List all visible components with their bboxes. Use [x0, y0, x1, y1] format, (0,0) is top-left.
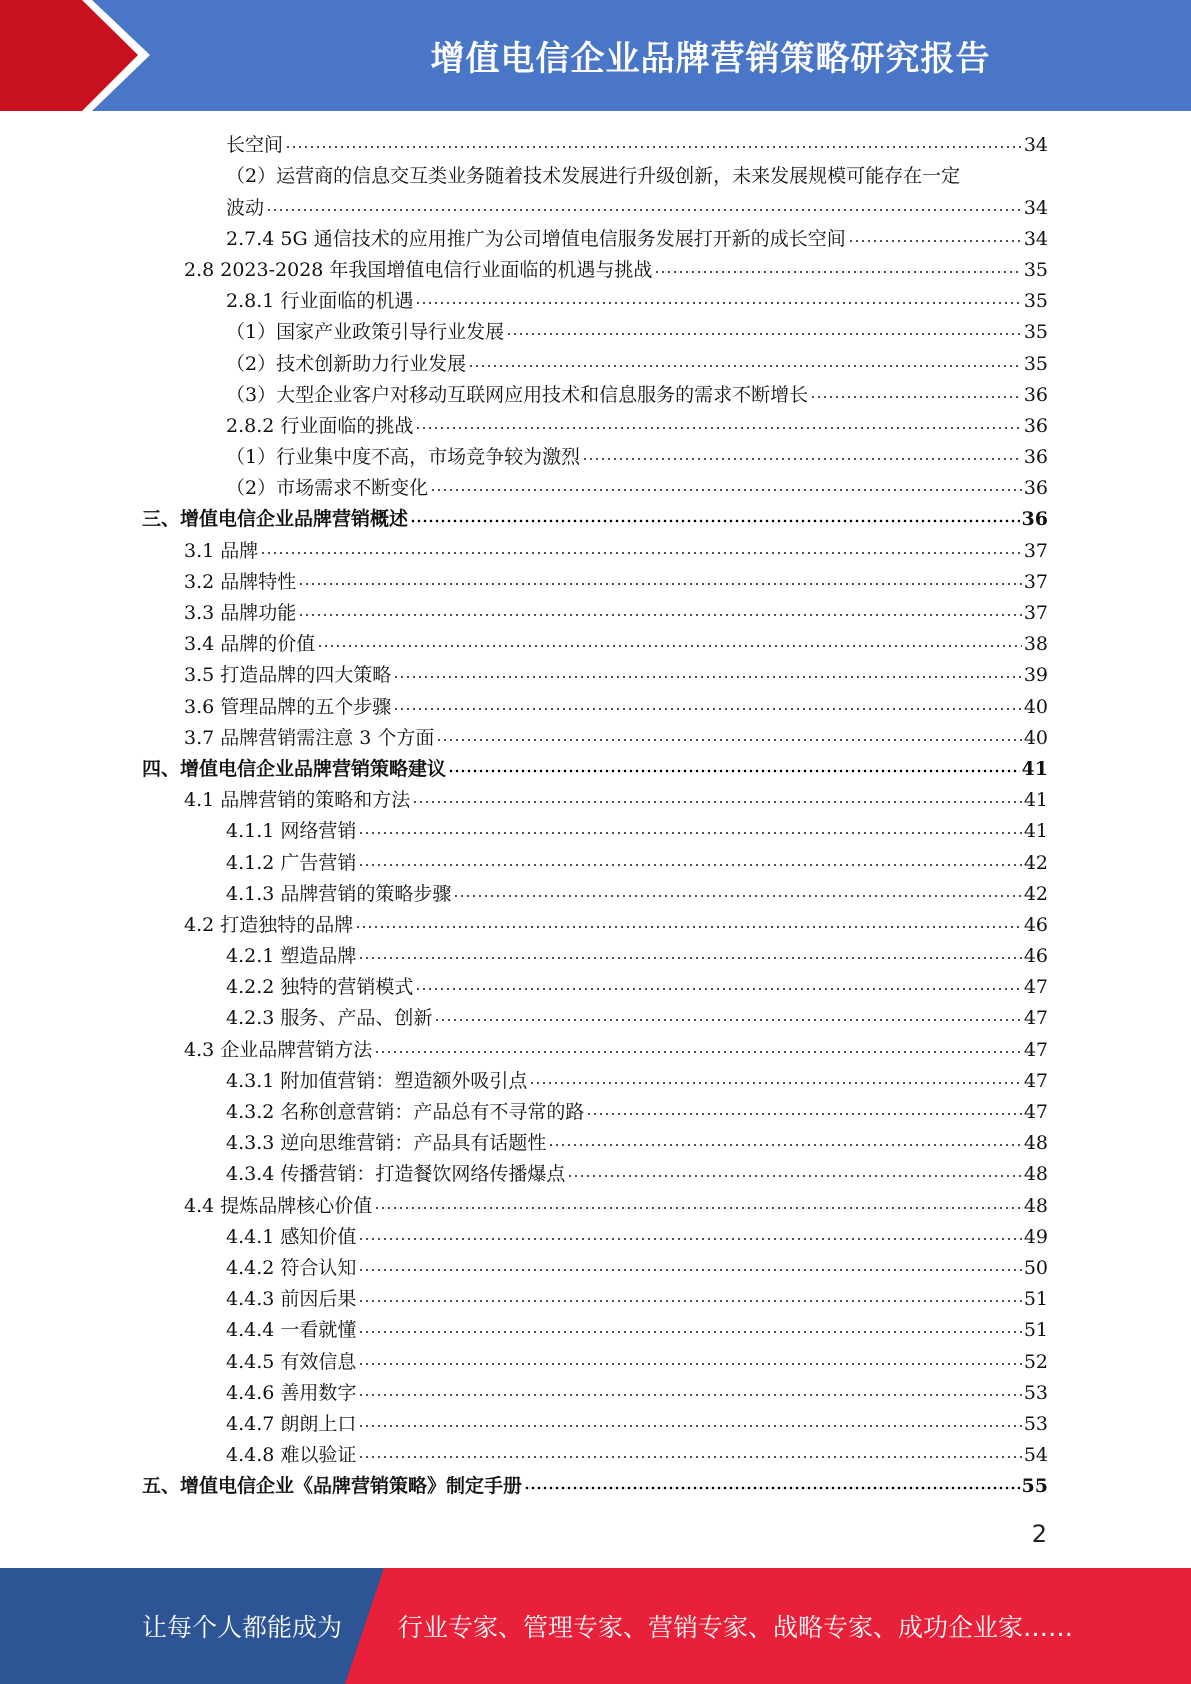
toc-entry-title: 4.1.3 品牌营销的策略步骤 [226, 882, 452, 905]
toc-entry-page: 55 [1021, 1475, 1048, 1498]
toc-dot-leader [415, 425, 1021, 431]
toc-entry-page: 53 [1023, 1381, 1048, 1404]
toc-entry[interactable] [142, 970, 1048, 1001]
toc-entry[interactable] [142, 814, 1048, 845]
toc-dot-leader [298, 581, 1022, 587]
toc-entry-title: 波动 [226, 196, 265, 219]
toc-entry-page: 40 [1023, 695, 1048, 718]
toc-entry-page: 41 [1023, 789, 1048, 812]
toc-entry-title: 4.2 打造独特的品牌 [184, 913, 354, 936]
toc-entry-page: 48 [1023, 1163, 1048, 1186]
toc-dot-leader [415, 300, 1021, 306]
toc-entry[interactable] [142, 284, 1048, 315]
toc-dot-leader [358, 862, 1021, 868]
toc-dot-leader [506, 331, 1022, 337]
toc-entry-title: 3.3 品牌功能 [184, 602, 297, 624]
report-title: 增值电信企业品牌营销策略研究报告 [430, 39, 991, 79]
toc-entry-page: 54 [1023, 1444, 1048, 1467]
toc-dot-leader [524, 1485, 1020, 1491]
toc-entry-page: 47 [1023, 976, 1048, 999]
toc-entry-title: 四、增值电信企业品牌营销策略建议 [142, 757, 447, 780]
toc-entry[interactable] [142, 1220, 1048, 1251]
table-of-contents [142, 128, 1048, 1500]
toc-entry-page: 37 [1023, 570, 1048, 593]
toc-entry-page: 38 [1023, 633, 1048, 656]
toc-entry-page: 37 [1023, 539, 1048, 562]
toc-dot-leader [358, 1361, 1021, 1367]
toc-dot-leader [358, 1236, 1021, 1242]
toc-dot-leader [430, 487, 1022, 493]
toc-entry[interactable] [142, 689, 1048, 720]
toc-entry-title: 4.4.3 前因后果 [226, 1288, 357, 1311]
toc-entry-page: 48 [1023, 1132, 1048, 1155]
toc-entry-page: 46 [1023, 945, 1048, 968]
toc-entry-page: 40 [1023, 726, 1048, 749]
toc-entry[interactable] [142, 908, 1048, 939]
toc-entry[interactable] [142, 190, 1048, 221]
toc-entry-title: 4.2.2 独特的营销模式 [226, 976, 414, 999]
toc-entry-title: （2）技术创新助力行业发展 [226, 352, 467, 375]
toc-dot-leader [410, 518, 1020, 524]
toc-entry[interactable] [142, 1095, 1048, 1126]
toc-entry-page: 35 [1023, 258, 1048, 281]
toc-dot-leader [298, 612, 1022, 618]
toc-entry-title: （2）运营商的信息交互类业务随着技术发展进行升级创新，未来发展规模可能存在一定 [226, 165, 961, 188]
toc-dot-leader [582, 456, 1022, 462]
toc-entry[interactable] [142, 222, 1048, 253]
toc-entry[interactable] [142, 315, 1048, 346]
toc-dot-leader [548, 1142, 1021, 1148]
toc-entry-title: 4.4.5 有效信息 [226, 1350, 357, 1373]
toc-entry-title: 4.1 品牌营销的策略和方法 [184, 789, 411, 812]
toc-entry-title: 4.4.7 朗朗上口 [226, 1412, 357, 1435]
toc-dot-leader [358, 1454, 1021, 1460]
toc-dot-leader [358, 1329, 1021, 1335]
toc-entry-page: 48 [1023, 1194, 1048, 1217]
toc-entry[interactable] [142, 627, 1048, 658]
toc-dot-leader [358, 830, 1021, 836]
toc-entry-title: 4.3 企业品牌营销方法 [184, 1038, 373, 1061]
toc-entry-page: 35 [1023, 352, 1048, 375]
toc-entry[interactable] [142, 128, 1048, 159]
toc-dot-leader [654, 269, 1021, 275]
header-banner [0, 0, 1191, 111]
toc-entry[interactable] [142, 471, 1048, 502]
toc-dot-leader [393, 706, 1022, 712]
toc-dot-leader [586, 1111, 1021, 1117]
toc-entry-title: 3.4 品牌的价值 [184, 633, 316, 656]
toc-entry-page: 51 [1023, 1319, 1048, 1342]
toc-entry[interactable] [142, 1188, 1048, 1219]
toc-entry[interactable] [142, 1064, 1048, 1095]
toc-entry-title: 2.7.4 5G 通信技术的应用推广为公司增值电信服务发展打开新的成长空间 [226, 227, 846, 250]
toc-entry-page: 36 [1023, 477, 1048, 500]
toc-dot-leader [260, 550, 1022, 556]
toc-entry-title: 4.4 提炼品牌核心价值 [184, 1194, 373, 1217]
toc-entry-page: 41 [1021, 757, 1048, 780]
toc-dot-leader [436, 737, 1021, 743]
toc-dot-leader [848, 238, 1022, 244]
toc-entry-title: 4.4.4 一看就懂 [226, 1319, 357, 1342]
toc-dot-leader [529, 1080, 1021, 1086]
toc-entry-page: 34 [1023, 227, 1048, 250]
toc-dot-leader [468, 363, 1022, 369]
toc-entry-title: （1）国家产业政策引导行业发展 [226, 321, 505, 344]
toc-entry[interactable] [142, 346, 1048, 377]
toc-dot-leader [358, 955, 1021, 961]
toc-entry[interactable] [142, 596, 1048, 627]
toc-entry[interactable] [142, 1282, 1048, 1313]
toc-dot-leader [374, 1049, 1022, 1055]
toc-entry-page: 47 [1023, 1069, 1048, 1092]
toc-entry[interactable] [142, 502, 1048, 533]
toc-entry-title: 4.2.1 塑造品牌 [226, 945, 357, 968]
toc-entry-title: 2.8.2 行业面临的挑战 [226, 414, 414, 437]
toc-entry-page: 37 [1023, 602, 1048, 624]
toc-entry-page: 47 [1023, 1101, 1048, 1123]
toc-entry[interactable] [142, 1313, 1048, 1344]
toc-entry[interactable] [142, 783, 1048, 814]
toc-entry-title: 4.3.1 附加值营销：塑造额外吸引点 [226, 1069, 528, 1092]
toc-entry-page: 42 [1023, 882, 1048, 905]
toc-entry-title: 4.3.4 传播营销：打造餐饮网络传播爆点 [226, 1163, 566, 1186]
toc-entry[interactable] [142, 752, 1048, 783]
footer-slogan-right: 行业专家、管理专家、营销专家、战略专家、成功企业家…… [398, 1613, 1074, 1642]
toc-entry[interactable] [142, 1344, 1048, 1375]
toc-dot-leader [266, 207, 1022, 213]
toc-entry-title: 2.8 2023-2028 年我国增值电信行业面临的机遇与挑战 [184, 258, 653, 281]
toc-entry[interactable] [142, 159, 1048, 190]
toc-entry-page: 36 [1023, 414, 1048, 437]
toc-entry[interactable] [142, 845, 1048, 876]
toc-entry[interactable] [142, 877, 1048, 908]
toc-dot-leader [415, 986, 1021, 992]
toc-entry-title: 三、增值电信企业品牌营销概述 [142, 508, 409, 531]
toc-entry-title: 4.4.2 符合认知 [226, 1256, 357, 1279]
toc-entry-page: 53 [1023, 1412, 1048, 1435]
toc-entry-title: 3.2 品牌特性 [184, 570, 297, 593]
toc-entry-title: （1）行业集中度不高，市场竞争较为激烈 [226, 446, 581, 469]
toc-entry-title: 4.3.3 逆向思维营销：产品具有话题性 [226, 1132, 547, 1155]
toc-entry-page: 36 [1021, 508, 1048, 531]
toc-entry[interactable] [142, 378, 1048, 409]
toc-entry-title: 长空间 [226, 134, 284, 157]
toc-entry[interactable] [142, 1126, 1048, 1157]
toc-dot-leader [453, 893, 1021, 899]
toc-entry[interactable] [142, 533, 1048, 564]
footer-slogan-left: 让每个人都能成为 [142, 1613, 343, 1642]
toc-dot-leader [393, 674, 1022, 680]
toc-entry-title: 4.1.2 广告营销 [226, 851, 357, 874]
toc-entry[interactable] [142, 1157, 1048, 1188]
toc-dot-leader [434, 1017, 1021, 1023]
toc-entry[interactable] [142, 1032, 1048, 1063]
toc-entry-page: 46 [1023, 913, 1048, 936]
toc-entry[interactable] [142, 1469, 1048, 1500]
toc-entry[interactable] [142, 565, 1048, 596]
toc-dot-leader [448, 768, 1020, 774]
toc-entry-page: 41 [1023, 820, 1048, 843]
toc-entry-page: 47 [1023, 1038, 1048, 1061]
footer-banner [0, 1568, 1191, 1684]
toc-dot-leader [355, 924, 1022, 930]
toc-entry-page: 36 [1023, 446, 1048, 469]
toc-dot-leader [567, 1173, 1021, 1179]
toc-entry-title: 4.4.1 感知价值 [226, 1225, 357, 1248]
toc-entry-title: 3.5 打造品牌的四大策略 [184, 664, 392, 687]
toc-entry[interactable] [142, 721, 1048, 752]
toc-entry-page: 51 [1023, 1288, 1048, 1311]
toc-entry[interactable] [142, 1251, 1048, 1282]
toc-entry-title: 3.7 品牌营销需注意 3 个方面 [184, 726, 435, 749]
toc-dot-leader [317, 643, 1022, 649]
toc-entry-page: 49 [1023, 1225, 1048, 1248]
toc-entry[interactable] [142, 253, 1048, 284]
toc-entry[interactable] [142, 409, 1048, 440]
toc-entry-page: 35 [1023, 321, 1048, 344]
toc-entry-title: 4.4.8 难以验证 [226, 1444, 357, 1467]
toc-entry-title: 2.8.1 行业面临的机遇 [226, 290, 414, 313]
toc-dot-leader [412, 799, 1022, 805]
toc-entry-title: 4.4.6 善用数字 [226, 1381, 357, 1404]
toc-entry-title: 4.3.2 名称创意营销：产品总有不寻常的路 [226, 1101, 585, 1123]
toc-entry-page: 42 [1023, 851, 1048, 874]
toc-entry[interactable] [142, 1001, 1048, 1032]
toc-entry-title: 3.1 品牌 [184, 539, 259, 562]
page-number: 2 [1031, 1520, 1047, 1548]
toc-entry[interactable] [142, 939, 1048, 970]
toc-entry[interactable] [142, 1438, 1048, 1469]
toc-entry[interactable] [142, 1376, 1048, 1407]
toc-dot-leader [810, 394, 1022, 400]
toc-dot-leader [285, 144, 1022, 150]
toc-entry-page: 52 [1023, 1350, 1048, 1373]
toc-entry[interactable] [142, 440, 1048, 471]
toc-entry-page: 39 [1023, 664, 1048, 687]
toc-entry-title: 4.1.1 网络营销 [226, 820, 357, 843]
toc-entry-title: 五、增值电信企业《品牌营销策略》制定手册 [142, 1475, 523, 1498]
toc-dot-leader [374, 1205, 1022, 1211]
toc-entry-page: 34 [1023, 134, 1048, 157]
toc-entry-page: 36 [1023, 383, 1048, 406]
toc-entry-page: 50 [1023, 1256, 1048, 1279]
toc-entry[interactable] [142, 1407, 1048, 1438]
toc-entry-title: （3）大型企业客户对移动互联网应用技术和信息服务的需求不断增长 [226, 383, 809, 406]
toc-entry-page: 35 [1023, 290, 1048, 313]
toc-entry-title: 3.6 管理品牌的五个步骤 [184, 695, 392, 718]
toc-entry[interactable] [142, 658, 1048, 689]
toc-dot-leader [358, 1392, 1021, 1398]
toc-entry-title: （2）市场需求不断变化 [226, 477, 429, 500]
toc-entry-page: 47 [1023, 1007, 1048, 1030]
toc-dot-leader [358, 1267, 1021, 1273]
toc-entry-title: 4.2.3 服务、产品、创新 [226, 1007, 433, 1030]
toc-dot-leader [358, 1298, 1021, 1304]
toc-dot-leader [358, 1423, 1021, 1429]
toc-entry-page: 34 [1023, 196, 1048, 219]
